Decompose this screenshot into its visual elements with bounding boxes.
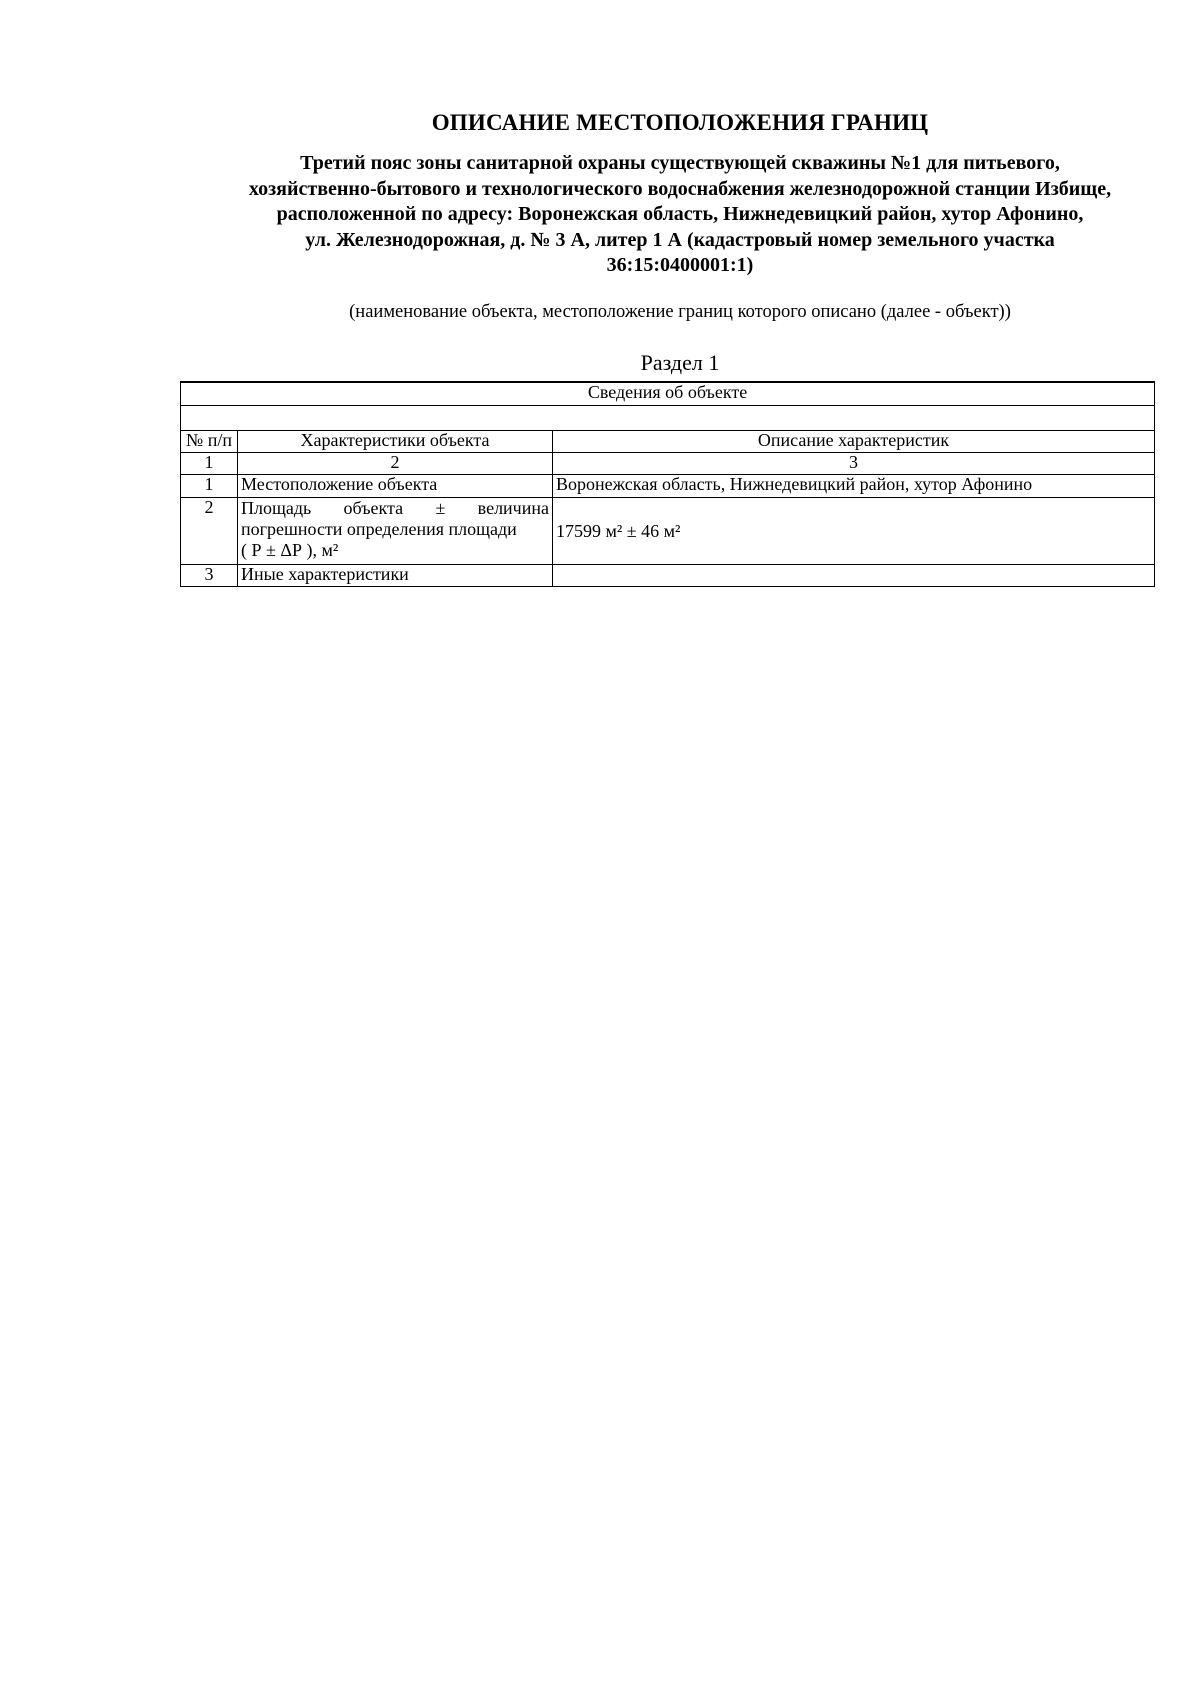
column-number: 3 xyxy=(553,453,1155,475)
row-description: Воронежская область, Нижнедевицкий район, хутор Афонино xyxy=(553,475,1155,498)
row-num: 1 xyxy=(181,475,238,498)
object-name-line: Третий пояс зоны санитарной охраны существующей скважины №1 для питьевого, xyxy=(300,152,1060,174)
object-name-line: ул. Железнодорожная, д. № 3 А, литер 1 А (кадастровый номер земельного участка xyxy=(305,228,1055,251)
row-num: 3 xyxy=(181,565,238,587)
column-number: 2 xyxy=(238,453,553,475)
characteristic-line: Площадь объекта ± величина xyxy=(241,498,549,518)
object-name-line: хозяйственно-бытового и технологического водоснабжения железнодорожной станции Избище, xyxy=(248,177,1112,200)
table-row xyxy=(181,475,1155,498)
page-title: ОПИСАНИЕ МЕСТОПОЛОЖЕНИЯ ГРАНИЦ xyxy=(431,110,929,135)
table-title-row xyxy=(181,382,1155,406)
header-description: Описание характеристик xyxy=(553,431,1155,453)
column-number-row xyxy=(181,453,1155,475)
table-title: Сведения об объекте xyxy=(181,382,1155,406)
empty-cell xyxy=(181,406,1155,431)
header-characteristic: Характеристики объекта xyxy=(238,431,553,453)
row-num: 2 xyxy=(181,498,238,565)
table-header-row xyxy=(181,431,1155,453)
row-characteristic: Иные характеристики xyxy=(238,565,553,587)
object-info-table xyxy=(180,381,1155,587)
row-characteristic xyxy=(238,498,553,565)
characteristic-line: ( Р ± ΔР ), м² xyxy=(241,540,339,560)
object-name-line: 36:15:0400001:1) xyxy=(606,254,754,276)
table-row xyxy=(181,498,1155,565)
table-row xyxy=(181,565,1155,587)
row-description xyxy=(553,565,1155,587)
object-name xyxy=(180,151,1180,279)
table-empty-row xyxy=(181,406,1155,431)
header-num: № п/п xyxy=(181,431,238,453)
section-label: Раздел 1 xyxy=(640,350,720,375)
object-name-caption: (наименование объекта, местоположение границ которого описано (далее - объект)) xyxy=(349,302,1011,322)
characteristic-line: погрешности определения площади xyxy=(241,519,517,539)
row-description: 17599 м² ± 46 м² xyxy=(553,498,1155,565)
object-name-line: расположенной по адресу: Воронежская область, Нижнедевицкий район, хутор Афонино, xyxy=(276,203,1084,225)
row-characteristic: Местоположение объекта xyxy=(238,475,553,498)
column-number: 1 xyxy=(181,453,238,475)
